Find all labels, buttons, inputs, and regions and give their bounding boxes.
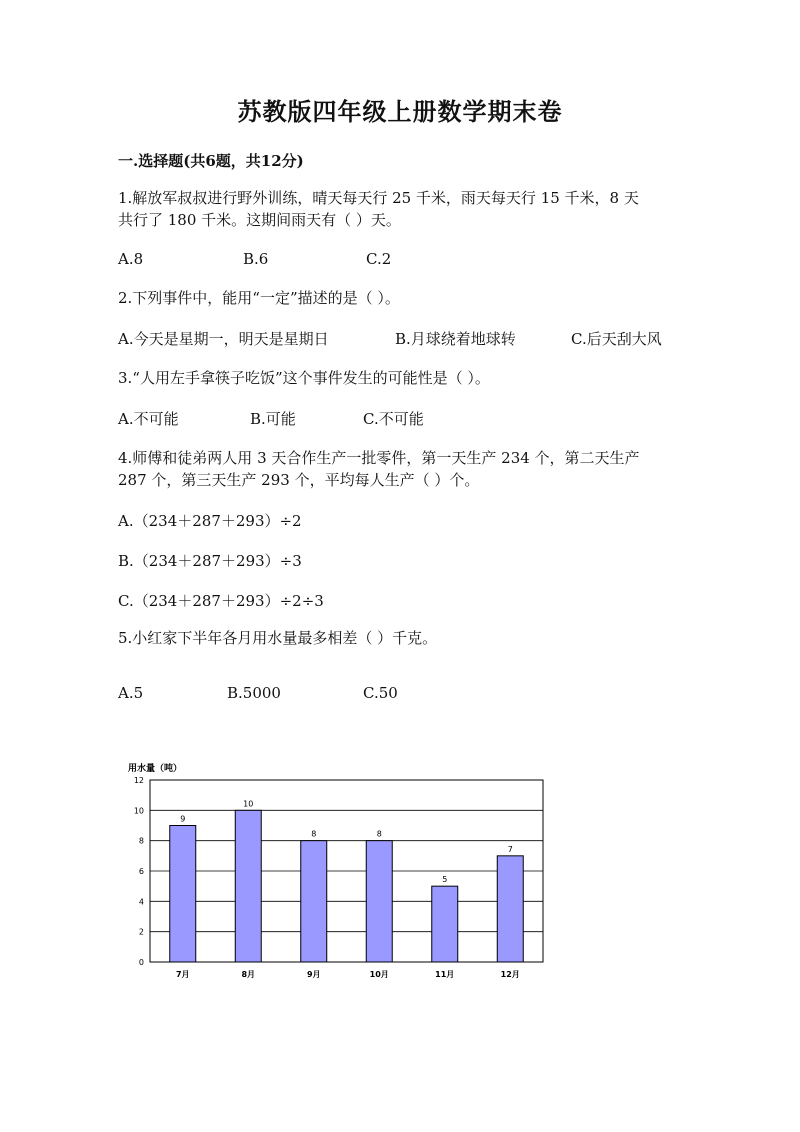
question-1-option-b: B.6 (243, 250, 269, 268)
y-tick-label: 12 (133, 776, 144, 785)
question-1-line-1: 1.解放军叔叔进行野外训练，晴天每天行 25 千米，雨天每天行 15 千米，8 天 (118, 189, 639, 207)
y-axis-label: 用水量（吨） (128, 764, 183, 774)
bar-value-label: 9 (180, 814, 186, 824)
page-title: 苏教版四年级上册数学期末卷 (237, 97, 563, 126)
question-1-option-a: A.8 (118, 250, 144, 268)
water-usage-chart (118, 758, 558, 998)
y-tick-label: 2 (138, 927, 144, 937)
bar-value-label: 7 (507, 844, 513, 854)
bar (170, 826, 196, 963)
question-4-option-a: A.（234＋287＋293）÷2 (118, 512, 302, 530)
bar-chart-svg (118, 758, 558, 998)
question-1-line-2: 共行了 180 千米。这期间雨天有（ ）天。 (118, 211, 401, 229)
question-4-line-1: 4.师傅和徒弟两人用 3 天合作生产一批零件，第一天生产 234 个，第二天生产 (118, 449, 640, 467)
question-3-option-a: A.不可能 (118, 410, 179, 428)
bar (497, 856, 523, 962)
bar (235, 810, 261, 962)
question-4-line-2: 287 个，第三天生产 293 个，平均每人生产（ ）个。 (118, 471, 480, 489)
y-tick-label: 0 (138, 958, 144, 967)
x-tick-label: 7月 (175, 970, 190, 979)
bar-value-label: 8 (311, 829, 317, 839)
x-tick-label: 9月 (306, 970, 321, 979)
y-tick-label: 4 (138, 897, 144, 907)
question-4-option-c: C.（234＋287＋293）÷2÷3 (118, 592, 324, 610)
x-tick-label: 8月 (241, 970, 256, 979)
y-tick-label: 6 (138, 867, 144, 876)
x-tick-label: 11月 (435, 970, 455, 979)
question-5-option-a: A.5 (118, 684, 144, 702)
question-1-option-c: C.2 (366, 250, 392, 268)
question-5-option-b: B.5000 (227, 684, 281, 702)
question-2-option-b: B.月球绕着地球转 (395, 330, 516, 348)
bar-value-label: 8 (376, 829, 382, 839)
y-tick-label: 8 (138, 836, 144, 846)
bar (366, 841, 392, 962)
question-2-option-c: C.后天刮大风 (571, 330, 662, 348)
bar-value-label: 10 (243, 799, 254, 809)
question-5-line-1: 5.小红家下半年各月用水量最多相差（ ）千克。 (118, 629, 438, 647)
x-tick-label: 12月 (500, 970, 520, 979)
bar-value-label: 5 (442, 875, 448, 885)
bar (432, 886, 458, 962)
section-heading: 一.选择题(共6题，共12分) (118, 152, 304, 170)
x-tick-label: 10月 (369, 970, 389, 979)
y-tick-label: 10 (133, 806, 144, 816)
question-2-line-1: 2.下列事件中，能用“一定”描述的是（ ）。 (118, 289, 400, 307)
question-4-option-b: B.（234＋287＋293）÷3 (118, 552, 302, 570)
question-2-option-a: A.今天是星期一，明天是星期日 (118, 330, 329, 348)
bar (301, 841, 327, 962)
question-3-option-b: B.可能 (250, 410, 296, 428)
question-5-option-c: C.50 (363, 684, 398, 702)
question-3-option-c: C.不可能 (363, 410, 424, 428)
question-3-line-1: 3.“人用左手拿筷子吃饭”这个事件发生的可能性是（ ）。 (118, 369, 490, 387)
